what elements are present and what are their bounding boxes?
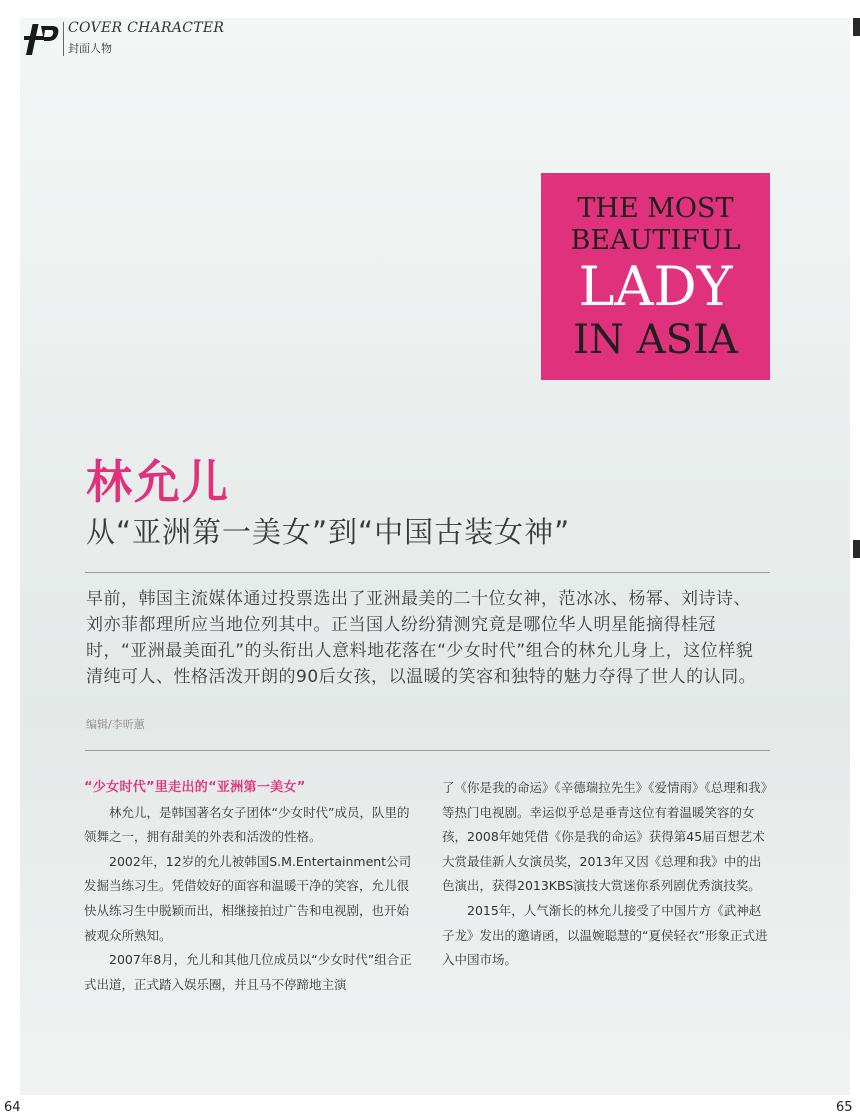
body-paragraph: 2015年，人气渐长的林允儿接受了中国片方《武神赵子龙》发出的邀请函，以温婉聪慧的“夏侯轻衣”形象正式进入中国市场。 <box>442 902 768 968</box>
feature-title-box <box>541 173 770 380</box>
feature-line-1: THE MOST <box>577 193 734 224</box>
feature-line-4: IN ASIA <box>573 317 738 363</box>
article-subtitle: 从“亚洲第一美女”到“中国古装女神” <box>86 515 571 549</box>
body-column-right <box>442 776 770 973</box>
body-paragraph: 2007年8月，允儿和其他几位成员以“少女时代”组合正式出道，正式踏入娱乐圈，并且马不停蹄地主演 <box>84 952 412 992</box>
body-column-left <box>84 776 412 997</box>
page-edge-tab <box>853 18 860 36</box>
body-paragraph: 2002年，12岁的允儿被韩国S.M.Entertainment公司发掘当练习生。凭借姣好的面容和温暖干净的笑容，允儿很快从练习生中脱颖而出，相继接拍过广告和电视剧，也开始被观众所熟知。 <box>84 853 412 943</box>
feature-line-2: BEAUTIFUL <box>570 225 741 256</box>
section-title-en: COVER CHARACTER <box>68 20 225 36</box>
header-divider <box>63 22 64 56</box>
article-intro: 早前，韩国主流媒体通过投票选出了亚洲最美的二十位女神，范冰冰、杨幂、刘诗诗、刘亦菲都理所应当地位列其中。正当国人纷纷猜测究竟是哪位华人明星能摘得桂冠时，“亚洲最美面孔”的头衔出人意料地花落在“少女时代”组合的林允儿身上，这位样貌清纯可人、性格活泼开朗的90后女孩，以温暖的笑容和独特的魅力夺得了世人的认同。 <box>86 589 757 687</box>
body-paragraph: 了《你是我的命运》《辛德瑞拉先生》《爱情雨》《总理和我》等热门电视剧。幸运似乎总是垂青这位有着温暖笑容的女孩，2008年她凭借《你是我的命运》获得第45届百想艺术大赏最佳新人女演员奖，2013年又因《总理和我》中的出色演出，获得2013KBS演技大赏迷你系列剧优秀演技奖。 <box>442 780 768 894</box>
section-title-cn: 封面人物 <box>68 42 112 55</box>
body-paragraph: 林允儿，是韩国著名女子团体“少女时代”成员，队里的领舞之一，拥有甜美的外表和活泼的性格。 <box>84 804 410 845</box>
divider-top <box>85 572 770 573</box>
divider-bottom <box>85 750 770 751</box>
magazine-logo-icon <box>24 22 60 56</box>
page-edge-tab <box>853 540 860 558</box>
page-number-left: 64 <box>4 1100 21 1115</box>
editor-credit: 编辑/李昕蕙 <box>86 718 145 731</box>
feature-line-3: LADY <box>578 255 733 318</box>
page-number-right: 65 <box>836 1100 853 1115</box>
article-title: 林允儿 <box>86 455 230 509</box>
section-heading: “少女时代”里走出的“亚洲第一美女” <box>84 780 306 795</box>
